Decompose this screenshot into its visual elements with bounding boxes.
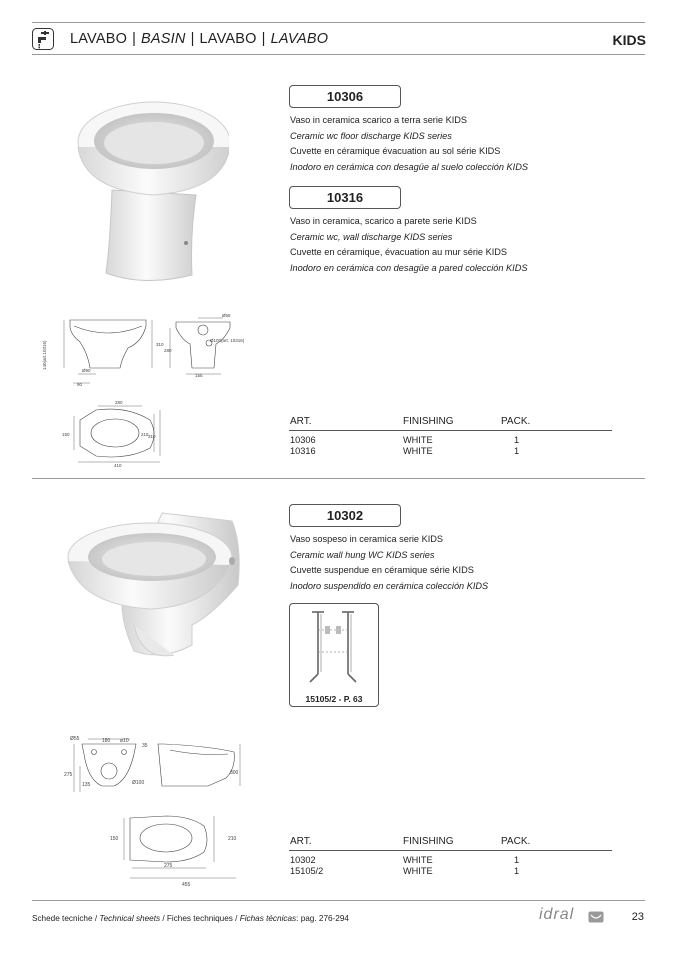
product-description-10302: Vaso sospeso in ceramica serie KIDS Ceramic wall hung WC KIDS series Cuvette suspendue en céramique série KIDS Inodoro suspendido en cerámica colección KIDS [290,534,489,591]
product-description-10306: Vaso in ceramica scarico a terra serie KIDS Ceramic wc floor discharge KIDS series Cuvette en céramique évacuation au sol série KIDS Inodoro en cerámica con desagüe al suelo colección KIDS [290,115,528,172]
dim-h275: 275 [64,772,73,778]
dim-top-h2: 215 [141,432,149,437]
technical-drawing-floor-wc [38,310,273,479]
dim-d100: Ø100 [132,780,145,786]
col-pack: PACK. [501,416,531,427]
product-code-10306: 10306 [289,85,401,108]
article-table-1 [289,416,612,457]
dim-w275: 275 [164,863,173,869]
page-number: 23 [631,911,644,923]
col-pack: PACK. [501,836,531,847]
table-header [289,416,612,431]
dim-d90: Ø90 [82,368,91,373]
dim-h135: 135 [82,782,91,788]
product-code-10302: 10302 [289,504,401,527]
footer-rule [32,900,645,901]
header-top-rule [32,22,645,23]
footer-technical-sheets: Schede tecniche / Technical sheets / Fiches techniques / Fichas técnicas: pag. 276-294 [32,914,349,923]
table-header [289,836,612,851]
brand-logo: idral [539,906,575,923]
table-row: 10316 WHITE 1 [290,446,520,456]
faucet-icon [32,28,54,50]
dim-top-h1: 150 [62,432,70,437]
table-row: 10302 WHITE 1 [290,855,520,865]
col-art: ART. [290,416,312,427]
section-divider [32,478,645,479]
dim-d100: Ø100(art. 10316) [210,338,245,343]
dim-d35: 35 [142,743,148,749]
dim-d10: ø10 [120,738,129,744]
dim-h150: 150 [110,836,119,842]
dim-front-height-a: 310 [156,342,164,347]
mounting-frame-image [290,604,378,690]
dim-top-w: 280 [115,400,123,405]
collection-name: KIDS [612,32,646,48]
accessory-label: 15105/2 - P. 63 [305,694,363,704]
table-row: 10306 WHITE 1 [290,435,520,445]
article-table-2 [289,836,612,877]
dim-front-height-b: 280 [164,348,172,353]
dim-w455: 455 [182,882,191,888]
col-finishing: FINISHING [403,836,454,847]
dim-d80: 90 [77,382,83,387]
product-photo-wall-hung-wc [62,505,252,669]
section-title: LAVABO | BASIN | LAVABO | LAVABO [70,31,329,47]
product-description-10316: Vaso in ceramica, scarico a parete serie KIDS Ceramic wc, wall discharge KIDS series Cuvette en céramique, évacuation au mur série KIDS Inodoro en cerámica con desagüe a pared colección KIDS [290,216,528,273]
product-code-10316: 10316 [289,186,401,209]
table-row: 15105/2 WHITE 1 [290,866,520,876]
col-art: ART. [290,836,312,847]
dim-top-len: 410 [114,463,122,468]
dim-w155: 155 [195,373,203,378]
dim-side-height: 140(art.10316) [42,340,47,370]
brand-logo-mark [588,908,604,927]
col-finishing: FINISHING [403,416,454,427]
technical-drawing-wall-hung-wc [58,730,248,894]
product-photo-floor-wc [64,95,229,294]
dim-w180: 180 [102,738,111,744]
dim-d55: Ø55 [222,313,231,318]
dim-h300: 300 [230,770,239,776]
header-bottom-rule [32,54,645,55]
dim-h210: 210 [228,836,237,842]
accessory-frame-box [289,603,379,707]
dim-d55: Ø55 [70,736,80,742]
dim-top-h3: 310 [148,434,156,439]
